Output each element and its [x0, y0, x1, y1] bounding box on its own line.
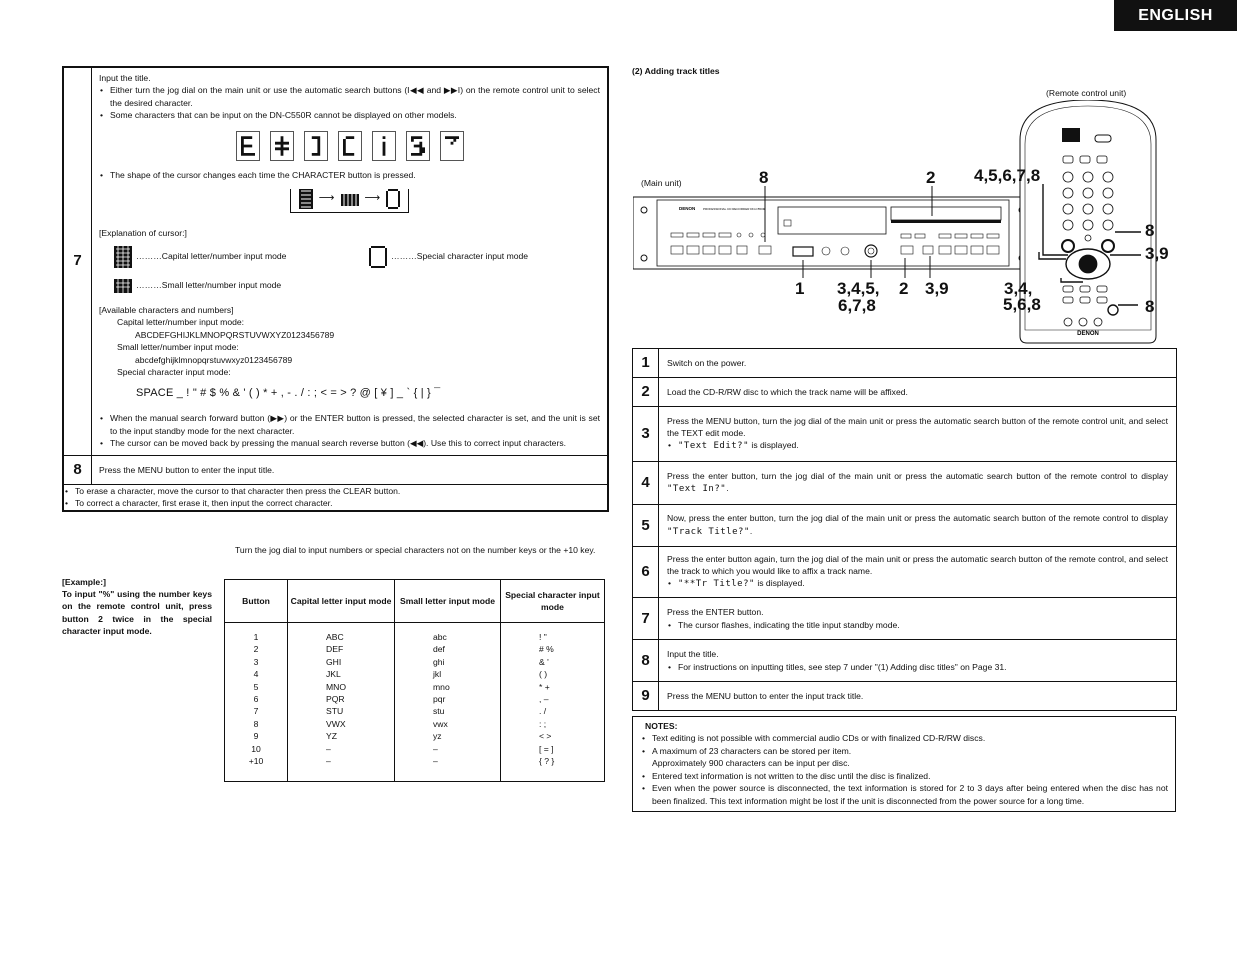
small-label: Small letter/number input mode: — [117, 342, 239, 353]
table-cell: 9 — [253, 731, 259, 742]
special-chars: SPACE _ ! " # $ % & ' ( ) * + , - . / : ; < = > ? @ [ ¥ ] _ ` { | } ¯ — [136, 387, 441, 400]
table-header: Special character input mode — [501, 580, 605, 623]
table-cell: – — [326, 743, 331, 754]
table-cell: def — [433, 644, 445, 655]
step-row — [633, 462, 1176, 505]
lcd-char-icon — [406, 131, 430, 161]
step-7-body — [92, 68, 607, 455]
step-intro: Input the title. — [99, 73, 151, 83]
bullet-item: • Either turn the jog dial on the main unit or use the automatic search buttons (I◀◀ and ▶▶I) on the remote control unit to select the desired character. — [99, 84, 600, 109]
callout-number: 8 — [1145, 221, 1155, 240]
lcd-char-icon — [270, 131, 294, 161]
table-cell: 5 — [253, 681, 259, 692]
table-cell: – — [433, 755, 438, 766]
step-number: 3 — [633, 407, 659, 461]
step-number: 9 — [633, 682, 659, 710]
lcd-char-icon — [338, 131, 362, 161]
step-text: Switch on the power. — [667, 357, 747, 368]
lcd-char-icon — [372, 131, 396, 161]
step-text: Load the CD-R/RW disc to which the track name will be affixed. — [667, 386, 908, 397]
button-column — [225, 631, 288, 767]
step-row — [633, 505, 1176, 547]
capital-cursor-icon — [114, 246, 132, 268]
bullet-item: • The cursor can be moved back by pressing the manual search reverse button (◀◀). Use this to correct input characters. — [99, 437, 600, 449]
step-body: Press the enter button, turn the jog dial of the main unit or press the automatic search button of the remote control to display "Text In?". — [667, 470, 1168, 495]
callout-number: 3,4, — [1004, 279, 1033, 298]
cursor-explanation: ………Capital letter/number input mode — [99, 246, 354, 268]
bullet-item: • The cursor flashes, indicating the title input standby mode. — [667, 619, 1168, 631]
step-row — [633, 378, 1176, 407]
left-notes — [64, 485, 400, 510]
lcd-char-icon — [440, 131, 464, 161]
bullet-list — [99, 84, 600, 121]
callout-number: 8 — [759, 168, 769, 187]
step-text: Input the title. — [667, 649, 719, 660]
brand-label: DENON — [679, 206, 696, 211]
small-column — [395, 631, 501, 767]
table-cell: 3 — [253, 656, 259, 667]
lcd-char-icon — [236, 131, 260, 161]
callout-number: 6,7,8 — [838, 296, 876, 315]
step-number: 7 — [64, 68, 92, 455]
table-cell: * + — [539, 681, 550, 692]
section-title: (2) Adding track titles — [632, 66, 720, 76]
table-cell: < > — [539, 731, 552, 742]
remote-label: (Remote control unit) — [1046, 88, 1127, 98]
table-cell: . / — [539, 706, 547, 717]
step-text: Press the enter button again, turn the jog dial of the main unit or press the automatic search button of the remote control, and select the track to which you would like to affix a track name. — [667, 553, 1168, 576]
capital-cursor-icon — [299, 189, 313, 209]
language-tab: ENGLISH — [1114, 0, 1237, 31]
example-intro: Turn the jog dial to input numbers or special characters not on the number keys or the +10 key. — [235, 545, 596, 555]
step-number: 5 — [633, 505, 659, 546]
cursor-explanation: ………Special character input mode — [354, 246, 528, 268]
table-cell: VWX — [326, 718, 346, 729]
notes-title: NOTES: — [645, 721, 678, 731]
table-cell: MNO — [326, 681, 347, 692]
available-heading: [Available characters and numbers] — [99, 304, 234, 315]
callout-number: 2 — [899, 279, 909, 298]
note-item: • Entered text information is not written to the disc until the disc is finalized. — [641, 770, 1168, 782]
example-heading: [Example:] — [62, 577, 106, 587]
explanation-heading: [Explanation of cursor:] — [99, 228, 187, 239]
cursor-cycle — [290, 189, 410, 213]
cursor-cycle-diagram — [99, 189, 600, 213]
table-header: Capital letter input mode — [288, 580, 395, 623]
left-notes-row — [64, 485, 607, 510]
callout-number: 3,9 — [925, 279, 949, 298]
table-cell: vwx — [433, 718, 448, 729]
left-step-table — [62, 66, 609, 512]
capital-chars: ABCDEFGHIJKLMNOPQRSTUVWXYZ0123456789 — [135, 329, 335, 340]
bullet-item: • For instructions on inputting titles, see step 7 under "(1) Adding disc titles" on Page 31. — [667, 661, 1168, 673]
example-text: To input "%" using the number keys on the remote control unit, press button 2 twice in the special character input mode. — [62, 589, 212, 636]
step-number: 8 — [633, 640, 659, 681]
note-item: • A maximum of 23 characters can be stored per item. Approximately 900 characters can be input per disc. — [641, 745, 1168, 770]
table-cell: yz — [433, 731, 442, 742]
table-cell: 2 — [253, 644, 259, 655]
step-number: 1 — [633, 349, 659, 377]
capital-column — [288, 631, 395, 767]
main-unit-drawing — [633, 186, 1033, 278]
bullet-item: • When the manual search forward button (▶▶) or the ENTER button is pressed, the selected character is set, and the unit is set to the input standby mode for the next character. — [99, 412, 600, 437]
table-header: Small letter input mode — [395, 580, 501, 623]
table-cell: ! " — [539, 632, 547, 642]
notes-list — [641, 732, 1168, 807]
step-7-row — [64, 68, 607, 456]
step-number: 6 — [633, 547, 659, 597]
main-unit-label: (Main unit) — [641, 178, 682, 188]
table-cell: GHI — [326, 656, 342, 667]
step-row — [633, 640, 1176, 682]
callout-number: 8 — [1145, 297, 1155, 316]
table-cell: { ? } — [539, 755, 555, 766]
table-cell: 7 — [253, 706, 259, 717]
model-strip: PROFESSIONAL CD RECORDER DN-C550R — [703, 207, 765, 211]
table-cell: : ; — [539, 718, 547, 729]
step-body: Now, press the enter button, turn the jog dial of the main unit or press the automatic search button of the remote control to display "Track Title?". — [667, 513, 1168, 537]
table-cell: 8 — [253, 718, 259, 729]
callout-number: 3,9 — [1145, 244, 1169, 263]
step-number: 2 — [633, 378, 659, 406]
step-row — [633, 598, 1176, 640]
bullet-item: • "**Tr Title?" is displayed. — [667, 577, 1168, 591]
small-chars: abcdefghijklmnopqrstuvwxyz0123456789 — [135, 354, 293, 365]
table-cell: ghi — [433, 656, 445, 667]
note-item: • Text editing is not possible with commercial audio CDs or with finalized CD-R/RW discs. — [641, 732, 1168, 744]
table-cell: abc — [433, 632, 447, 642]
arrow-right-icon: ⟶ — [318, 192, 335, 205]
step-body — [659, 640, 1176, 681]
table-header: Button — [225, 580, 288, 623]
table-cell: stu — [433, 706, 445, 717]
callout-number: 3,4,5, — [837, 279, 880, 298]
step-text: Press the MENU button to enter the input track title. — [667, 690, 864, 701]
table-cell: [ = ] — [539, 743, 554, 754]
notes-box — [632, 716, 1176, 812]
note-item: • To erase a character, move the cursor to that character then press the CLEAR button. — [64, 485, 400, 497]
bullet-list — [99, 412, 600, 449]
lcd-text: "Text In?" — [667, 484, 727, 495]
callout-number: 2 — [926, 168, 936, 187]
table-cell: # % — [539, 644, 554, 655]
table-cell: 6 — [253, 693, 259, 704]
arrow-right-icon: ⟶ — [364, 192, 381, 205]
table-cell: 10 — [251, 743, 261, 754]
lcd-character-samples — [99, 131, 600, 161]
step-number: 8 — [64, 456, 92, 484]
step-text: Press the ENTER button. — [667, 607, 764, 618]
key-character-table — [224, 579, 605, 782]
small-cursor-icon — [341, 192, 359, 206]
bullet-item: • The shape of the cursor changes each time the CHARACTER button is pressed. — [99, 169, 600, 181]
special-cursor-icon — [386, 189, 400, 209]
note-item: • Even when the power source is disconnected, the text information is stored for 2 to 3 days after being entered when the disc has not been finalized. This text information might be lost if the unit is disconnected from the power source for a long time. — [641, 782, 1168, 807]
lcd-text: "Text Edit?" — [678, 441, 750, 452]
step-row — [633, 682, 1176, 710]
table-cell: & ' — [539, 656, 549, 667]
table-cell: 4 — [253, 669, 259, 680]
step-row — [633, 407, 1176, 462]
note-item: • To correct a character, first erase it, then input the correct character. — [64, 497, 400, 509]
capital-label: Capital letter/number input mode: — [117, 317, 245, 328]
bullet-item: • "Text Edit?" is displayed. — [667, 439, 1168, 453]
lcd-text: "Track Title?" — [667, 526, 750, 537]
step-number: 4 — [633, 462, 659, 504]
example-block — [62, 576, 212, 637]
table-cell: ( ) — [539, 669, 548, 680]
callout-number: 1 — [795, 279, 805, 298]
table-cell: YZ — [326, 731, 337, 742]
table-cell: +10 — [248, 755, 264, 766]
table-cell: ABC — [326, 632, 344, 642]
lcd-text: "**Tr Title?" — [678, 579, 755, 590]
special-label: Special character input mode: — [117, 366, 231, 377]
small-cursor-icon — [114, 278, 132, 294]
step-row — [633, 349, 1176, 378]
cursor-explanation: ………Small letter/number input mode — [99, 278, 600, 294]
step-8-row — [64, 456, 607, 485]
special-cursor-icon — [369, 246, 387, 268]
callout-number: 5,6,8 — [1003, 295, 1041, 314]
remote-brand: DENON — [1077, 331, 1099, 337]
table-cell: mno — [433, 681, 450, 692]
step-body — [659, 547, 1176, 597]
step-body — [659, 598, 1176, 639]
table-cell: PQR — [326, 693, 345, 704]
track-title-steps — [632, 348, 1177, 711]
device-illustration — [633, 100, 1175, 346]
step-8-text: Press the MENU button to enter the input title. — [99, 464, 275, 475]
table-cell: – — [433, 743, 438, 754]
table-cell: jkl — [433, 669, 442, 680]
step-number: 7 — [633, 598, 659, 639]
step-body — [659, 407, 1176, 461]
table-cell: , – — [539, 693, 549, 704]
step-row — [633, 547, 1176, 598]
table-cell: – — [326, 755, 331, 766]
lcd-char-icon — [304, 131, 328, 161]
bullet-item: • Some characters that can be input on the DN-C550R cannot be displayed on other models. — [99, 109, 600, 121]
table-cell: JKL — [326, 669, 341, 680]
callout-number: 4,5,6,7,8 — [974, 166, 1041, 185]
table-cell: DEF — [326, 644, 344, 655]
special-column — [501, 631, 605, 767]
step-text: Press the MENU button, turn the jog dial of the main unit or press the automatic search button of the remote control unit, and select the TEXT edit mode. — [667, 415, 1168, 438]
table-cell: 1 — [253, 632, 259, 642]
table-cell: pqr — [433, 693, 446, 704]
table-cell: STU — [326, 706, 344, 717]
